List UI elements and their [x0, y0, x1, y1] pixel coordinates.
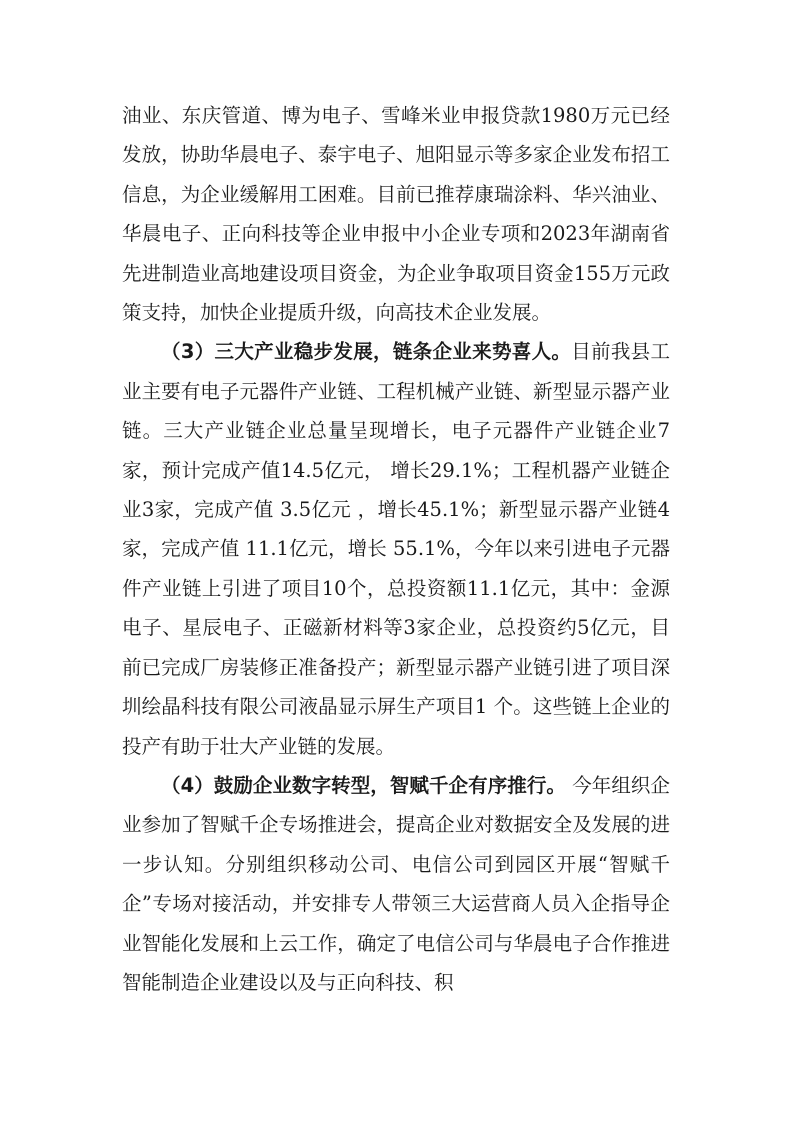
paragraph-text: 目前我县工业主要有电子元器件产业链、工程机械产业链、新型显示器产业链。三大产业链企业总量呈现增长，电子元器件产业链企业7家，预计完成产值14.5亿元， 增长29.1%；工程机器产业链企业3家，完成产值 3.5亿元 ，增长45.1%；新型显示器产业链4家，完成产值 11.1亿元，增长 55.1%，今年以来引进电子元器件产业链上引进了项目10个，总投资额11.1亿元，其中：金源电子、星辰电子、正磁新材料等3家企业，总投资约5亿元，目前已完成厂房装修正准备投产；新型显示器产业链引进了项目深圳绘晶科技有限公司液晶显示屏生产项目1 个。这些链上企业的投产有助于壮大产业链的发展。	[122, 340, 670, 758]
paragraph-text: 油业、东庆管道、博为电子、雪峰米业申报贷款1980万元已经发放，协助华晨电子、泰宇电子、旭阳显示等多家企业发布招工信息，为企业缓解用工困难。目前已推荐康瑞涂料、华兴油业、华晨电子、正向科技等企业申报中小企业专项和2023年湖南省先进制造业高地建设项目资金，为企业争取项目资金155万元政策支持，加快企业提质升级，向高技术企业发展。	[122, 104, 670, 325]
paragraph-continued	[122, 96, 670, 332]
section-heading: （3）三大产业稳步发展，链条企业来势喜人。	[161, 340, 572, 364]
paragraph-section-3	[122, 332, 670, 765]
paragraph-section-4	[122, 766, 670, 1002]
section-heading: （4）鼓励企业数字转型，智赋千企有序推行。	[161, 773, 566, 797]
body-text	[122, 96, 670, 1002]
paragraph-text: 今年组织企业参加了智赋千企专场推进会，提高企业对数据安全及发展的进一步认知。分别组织移动公司、电信公司到园区开展“智赋千企”专场对接活动，并安排专人带领三大运营商人员入企指导企业智能化发展和上云工作，确定了电信公司与华晨电子合作推进智能制造企业建设以及与正向科技、积	[122, 773, 670, 994]
